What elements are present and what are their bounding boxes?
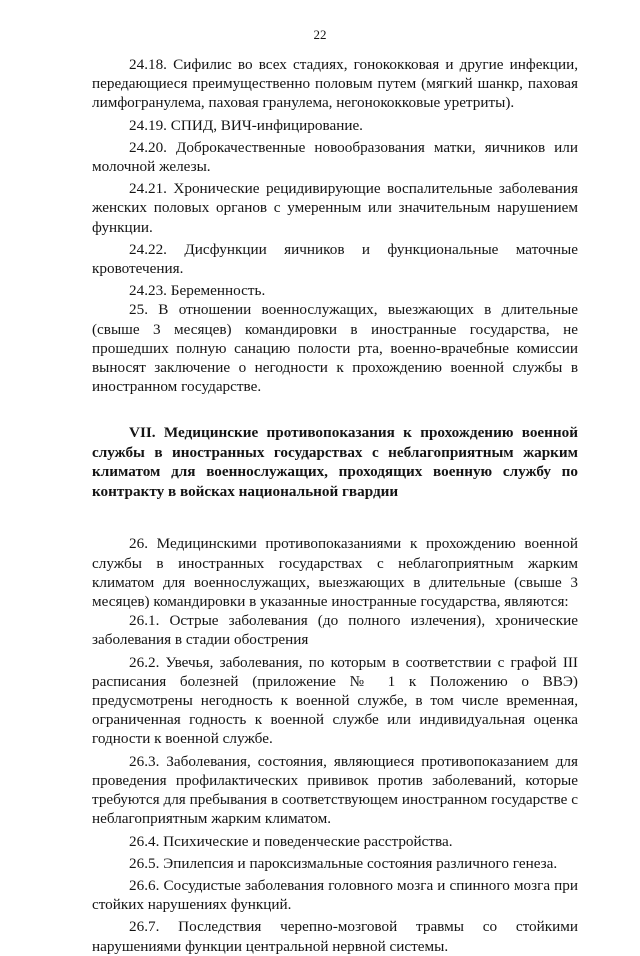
paragraph-26-3: 26.3. Заболевания, состояния, являющиеся противопоказанием для проведения профилактических прививок против заболеваний, которые требуются для пребывания в соответствующем иностранном государстве с неблагоприятным жарким климатом. (92, 752, 578, 828)
paragraph-24-21: 24.21. Хронические рецидивирующие воспалительные заболевания женских половых органов с умеренным или значительным нарушением функции. (92, 180, 578, 236)
paragraph-26-5: 26.5. Эпилепсия и пароксизмальные состояния различного генеза. (129, 854, 558, 872)
paragraph-24-18: 24.18. Сифилис во всех стадиях, гонококковая и другие инфекции, передающиеся преимущественно половым путем (мягкий шанкр, паховая лимфогранулема, паховая гранулема, негонококковые уретриты). (92, 56, 578, 112)
paragraph-26-2: 26.2. Увечья, заболевания, по которым в соответствии с графой III расписания болезней (приложение № 1 к Положению о ВВЭ) предусмотрены негодность к военной службе, в том числе временная, ограниченная годность к военной службе или индивидуальная оценка годности к военной службе. (92, 653, 578, 748)
paragraph-26-6: 26.6. Сосудистые заболевания головного мозга и спинного мозга при стойких нарушениях функций. (92, 876, 578, 914)
paragraph-24-22: 24.22. Дисфункции яичников и функциональные маточные кровотечения. (92, 240, 578, 278)
paragraph-24-19: 24.19. СПИД, ВИЧ-инфицирование. (129, 116, 363, 134)
paragraph-24-20: 24.20. Доброкачественные новообразования матки, яичников или молочной железы. (92, 138, 578, 176)
paragraph-26-1: 26.1. Острые заболевания (до полного излечения), хронические заболевания в стадии обострения (92, 612, 578, 649)
paragraph-24-23: 24.23. Беременность. (129, 282, 266, 300)
paragraph-25: 25. В отношении военнослужащих, выезжающих в длительные (свыше 3 месяцев) командировки в иностранные государства, не прошедших полную санацию полости рта, военно-врачебные комиссии выносят заключение о негодности к прохождению военной службы в иностранном государстве. (92, 301, 578, 396)
section-heading-vii: VII. Медицинские противопоказания к прохождению военной службы в иностранных государствах с неблагоприятным жарким климатом для военнослужащих, проходящих военную службу по контракту в войсках национальной гвардии (92, 424, 578, 500)
paragraph-26: 26. Медицинскими противопоказаниями к прохождению военной службы в иностранных государствах с неблагоприятным жарким климатом для военнослужащих, выезжающих в длительные (свыше 3 месяцев) командировки в указанные иностранные государства, являются: (92, 535, 578, 611)
paragraph-26-7: 26.7. Последствия черепно-мозговой травмы со стойкими нарушениями функции центральной нервной системы. (92, 918, 578, 955)
page-number: 22 (313, 27, 327, 42)
document-body (92, 55, 578, 956)
paragraph-26-4: 26.4. Психические и поведенческие расстройства. (129, 832, 453, 850)
